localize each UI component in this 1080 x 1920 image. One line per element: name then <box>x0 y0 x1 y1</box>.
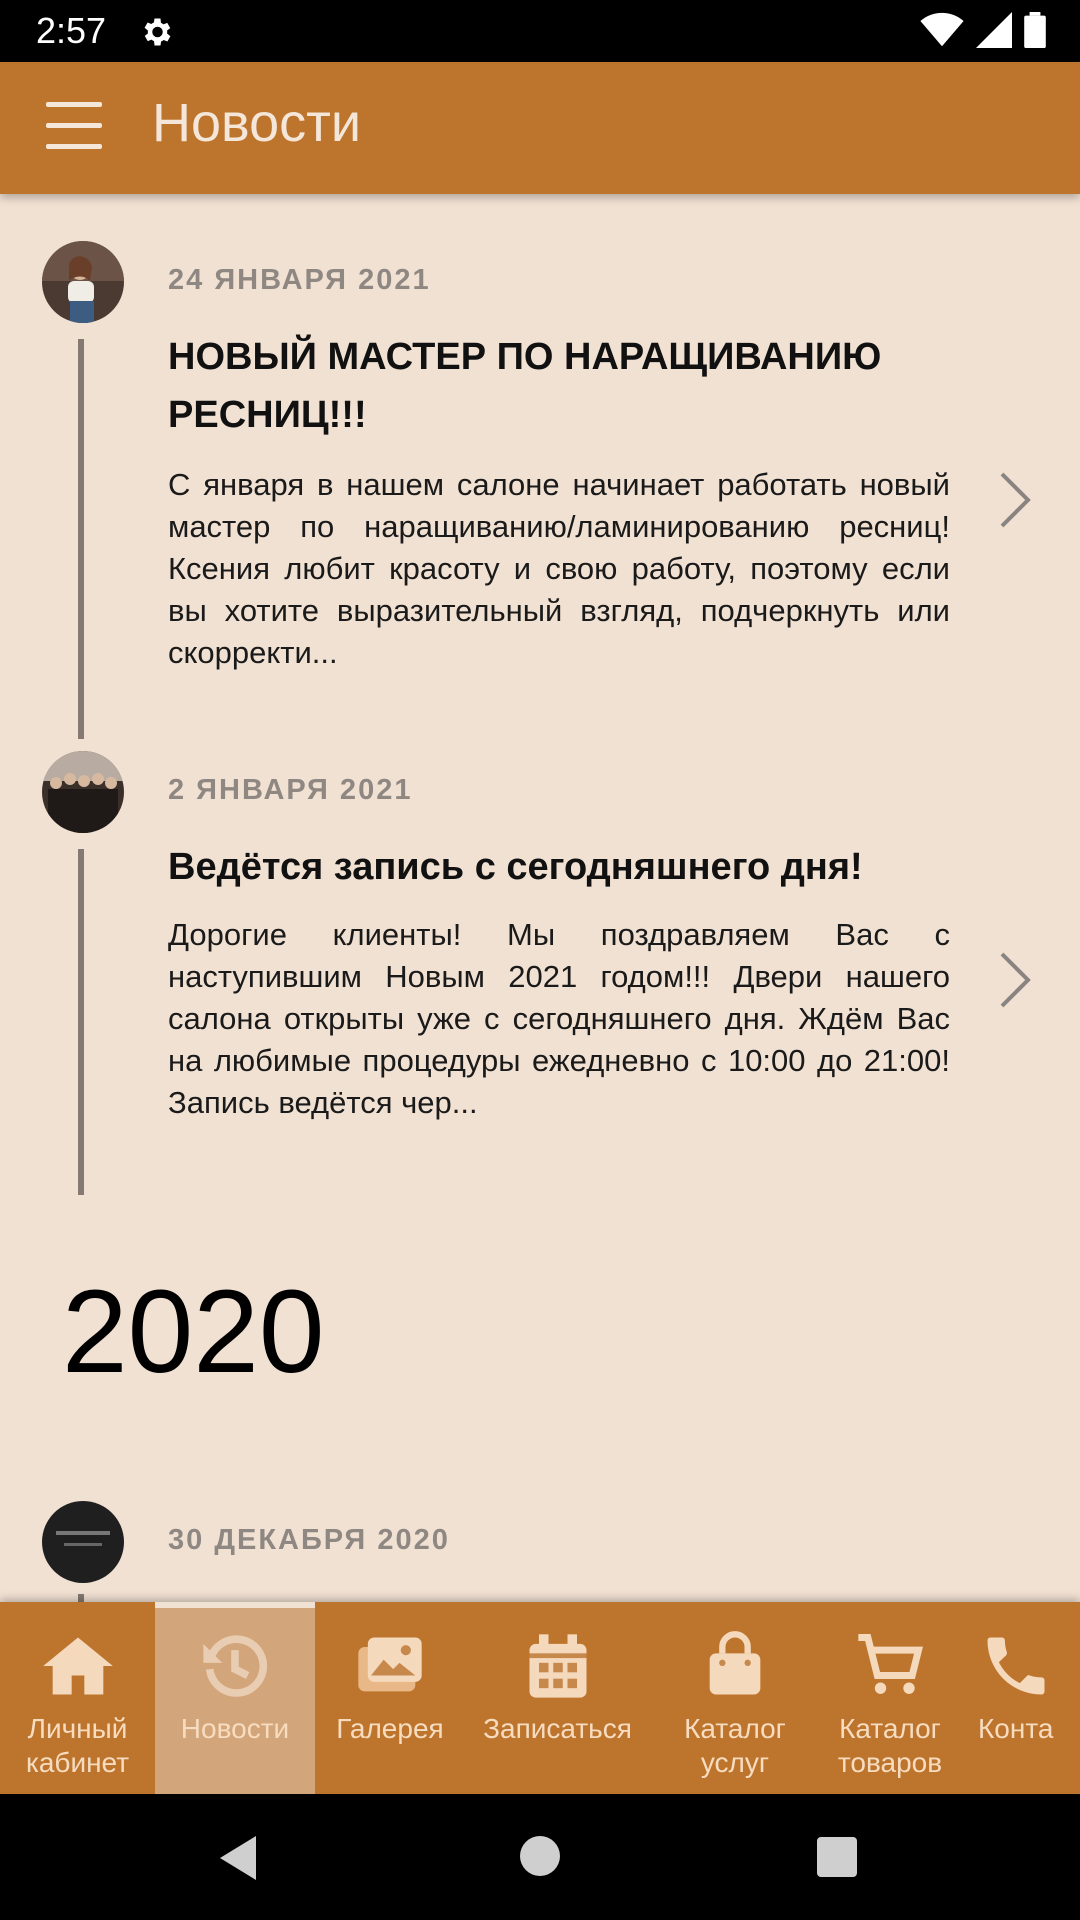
news-title: Ведётся запись с сегодняшнего дня! <box>168 846 863 888</box>
nav-item-personal-cabinet[interactable] <box>0 1602 155 1794</box>
news-title: НОВЫЙ МАСТЕР ПО НАРАЩИВАНИЮ РЕСНИЦ!!! <box>168 336 882 436</box>
news-excerpt: Дорогие клиенты! Мы поздравляем Вас с наступившим Новым 2021 годом!!! Двери нашего салона открыты уже с сегодняшнего дня. Ждём Вас на любимые процедуры ежедневно с 10:00 до 21:00! Запись ведётся чер... <box>168 917 950 1120</box>
battery-icon <box>1024 12 1046 48</box>
status-indicators <box>920 12 1046 48</box>
bottom-navigation <box>0 1602 1080 1794</box>
system-navigation-bar <box>0 1794 1080 1920</box>
nav-item-services-catalog[interactable] <box>650 1602 820 1794</box>
chevron-right-icon[interactable] <box>996 470 1036 530</box>
news-date: 24 ЯНВАРЯ 2021 <box>168 264 431 296</box>
nav-item-book[interactable] <box>465 1602 650 1794</box>
home-button-icon[interactable] <box>518 1834 562 1878</box>
shopping-bag-icon <box>697 1628 773 1704</box>
settings-gear-icon <box>138 14 174 50</box>
news-date: 2 ЯНВАРЯ 2021 <box>168 774 413 806</box>
news-avatar <box>42 241 124 323</box>
hamburger-menu-icon[interactable] <box>46 102 104 154</box>
nav-label: Записаться <box>483 1713 632 1744</box>
signal-icon <box>976 12 1012 48</box>
app-bar <box>0 62 1080 194</box>
timeline-line <box>78 339 84 739</box>
nav-label: Личный кабинет <box>25 1713 130 1778</box>
timeline-line <box>78 1594 84 1602</box>
phone-icon <box>978 1628 1054 1704</box>
timeline-line <box>78 849 84 1195</box>
cart-icon <box>852 1628 928 1704</box>
back-icon[interactable] <box>216 1834 260 1882</box>
nav-item-products-catalog[interactable] <box>820 1602 960 1794</box>
gallery-icon <box>352 1628 428 1704</box>
nav-label: Каталог услуг <box>684 1713 786 1778</box>
nav-label: Галерея <box>336 1713 444 1744</box>
home-icon <box>40 1628 116 1704</box>
news-feed[interactable] <box>0 194 1080 1602</box>
nav-label: Каталог товаров <box>837 1713 943 1778</box>
calendar-icon <box>520 1628 596 1704</box>
status-time: 2:57 <box>36 10 107 51</box>
news-date: 30 ДЕКАБРЯ 2020 <box>168 1524 450 1556</box>
wifi-icon <box>920 12 964 48</box>
nav-label: Новости <box>180 1713 290 1744</box>
nav-label: Конта <box>978 1713 1054 1744</box>
page-title: Новости <box>152 93 362 153</box>
news-avatar <box>42 751 124 833</box>
recents-icon[interactable] <box>816 1836 858 1878</box>
year-divider: 2020 <box>62 1266 325 1398</box>
nav-item-gallery[interactable] <box>315 1602 465 1794</box>
nav-item-contacts[interactable] <box>960 1602 1080 1794</box>
history-icon <box>197 1628 273 1704</box>
news-excerpt: С января в нашем салоне начинает работать новый мастер по наращиванию/ламинированию ресниц! Ксения любит красоту и свою работу, поэтому если вы хотите выразительный взгляд, подчеркнуть или скорректи... <box>168 467 950 670</box>
nav-item-news[interactable] <box>155 1602 315 1794</box>
news-avatar <box>42 1501 124 1583</box>
status-bar <box>0 0 1080 62</box>
chevron-right-icon[interactable] <box>996 950 1036 1010</box>
